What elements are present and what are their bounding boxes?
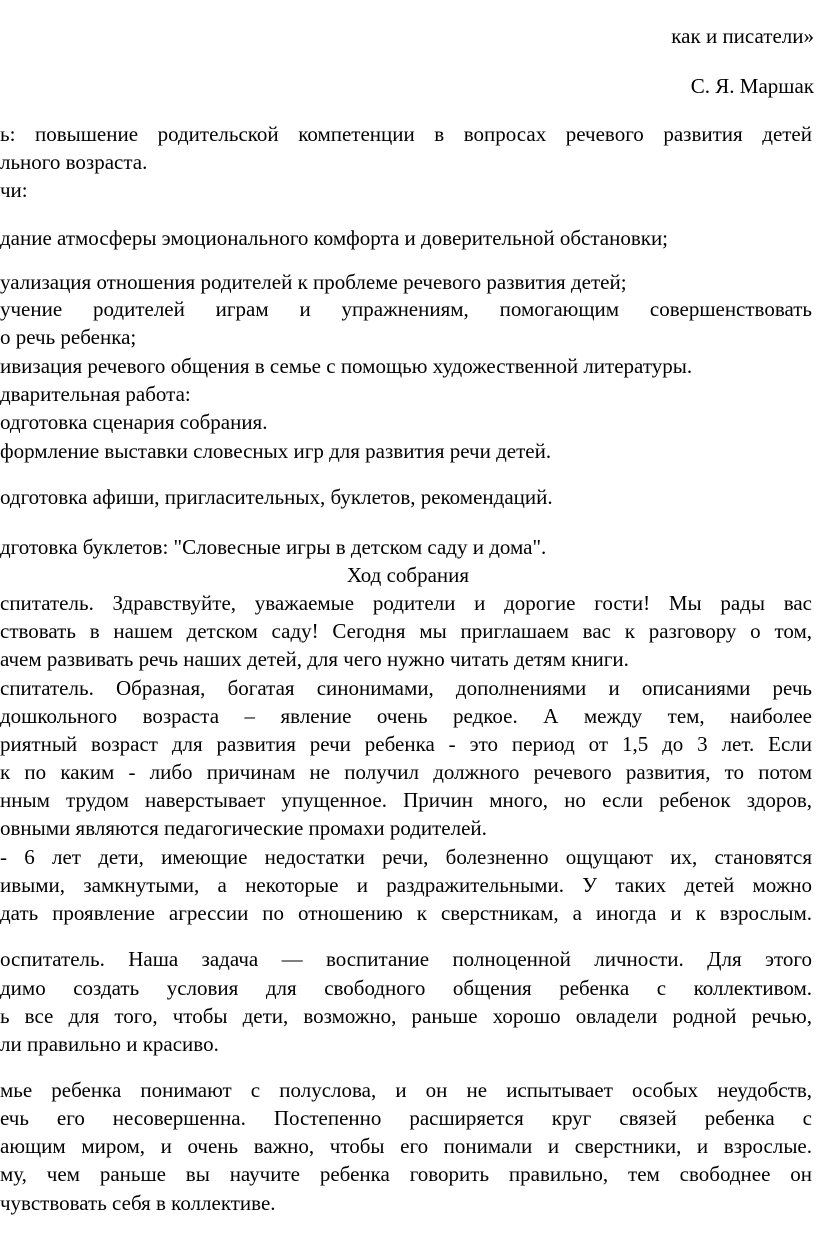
prep-item: одготовка сценария собрания. bbox=[0, 410, 268, 434]
task-item: дание атмосферы эмоционального комфорта и доверительной обстановки; bbox=[0, 226, 669, 250]
paragraph-line: риятный возраст для развития речи ребенка - это период от 1,5 до 3 лет. Если bbox=[0, 732, 812, 756]
goal-line: ь: повышение родительской компетенции в вопросах речевого развития детей bbox=[0, 122, 812, 146]
task-item: ивизация речевого общения в семье с помощью художественной литературы. bbox=[0, 354, 693, 378]
task-item: уализация отношения родителей к проблеме речевого развития детей; bbox=[0, 270, 627, 294]
text-line: о речь ребенка; bbox=[0, 325, 137, 349]
paragraph-line: оспитатель. Наша задача — воспитание полноценной личности. Для этого bbox=[0, 947, 812, 971]
task-item: учение родителей играм и упражнениям, помогающим совершенствовать bbox=[0, 297, 812, 321]
paragraph-line: дать проявление агрессии по отношению к сверстникам, а иногда и к взрослым. bbox=[0, 901, 812, 925]
epigraph-author: С. Я. Маршак bbox=[690, 74, 814, 98]
prep-item: формление выставки словесных игр для развития речи детей. bbox=[0, 439, 552, 463]
paragraph-line: му, чем раньше вы научите ребенка говорить правильно, тем свободнее он bbox=[0, 1162, 812, 1186]
paragraph-line: ачем развивать речь наших детей, для чего нужно читать детям книги. bbox=[0, 647, 629, 671]
paragraph-line: ивыми, замкнутыми, а некоторые и раздражительными. У таких детей можно bbox=[0, 873, 812, 897]
prep-item: одготовка афиши, пригласительных, буклетов, рекомендаций. bbox=[0, 485, 553, 509]
section-heading: Ход собрания bbox=[346, 563, 470, 587]
paragraph-line: ечь его несовершенна. Постепенно расширяется круг связей ребенка с bbox=[0, 1106, 812, 1130]
prep-heading: дварительная работа: bbox=[0, 382, 191, 406]
tasks-heading: чи: bbox=[0, 178, 28, 202]
epigraph-line: как и писатели» bbox=[671, 24, 814, 48]
paragraph-line: спитатель. Здравствуйте, уважаемые родители и дорогие гости! Мы рады вас bbox=[0, 591, 812, 615]
paragraph-line: дошкольного возраста – явление очень редкое. А между тем, наиболее bbox=[0, 704, 812, 728]
paragraph-line: - 6 лет дети, имеющие недостатки речи, болезненно ощущают их, становятся bbox=[0, 845, 812, 869]
paragraph-line: ствовать в нашем детском саду! Сегодня мы приглашаем вас к разговору о том, bbox=[0, 619, 812, 643]
paragraph-line: ь все для того, чтобы дети, возможно, раньше хорошо овладели родной речью, bbox=[0, 1004, 812, 1028]
paragraph-line: ли правильно и красиво. bbox=[0, 1032, 219, 1056]
paragraph-line: овными являются педагогические промахи родителей. bbox=[0, 816, 487, 840]
paragraph-line: к по каким - либо причинам не получил должного речевого развития, то потом bbox=[0, 760, 812, 784]
paragraph-line: спитатель. Образная, богатая синонимами, дополнениями и описаниями речь bbox=[0, 676, 812, 700]
paragraph-line: мье ребенка понимают с полуслова, и он не испытывает особых неудобств, bbox=[0, 1078, 812, 1102]
prep-item: дготовка буклетов: "Словесные игры в детском саду и дома". bbox=[0, 535, 547, 559]
paragraph-line: димо создать условия для свободного общения ребенка с коллективом. bbox=[0, 976, 812, 1000]
paragraph-line: чувствовать себя в коллективе. bbox=[0, 1191, 276, 1215]
text-line: льного возраста. bbox=[0, 150, 148, 174]
paragraph-line: ающим миром, и очень важно, чтобы его понимали и сверстники, и взрослые. bbox=[0, 1134, 812, 1158]
paragraph-line: нным трудом наверстывает упущенное. Причин много, но если ребенок здоров, bbox=[0, 788, 812, 812]
